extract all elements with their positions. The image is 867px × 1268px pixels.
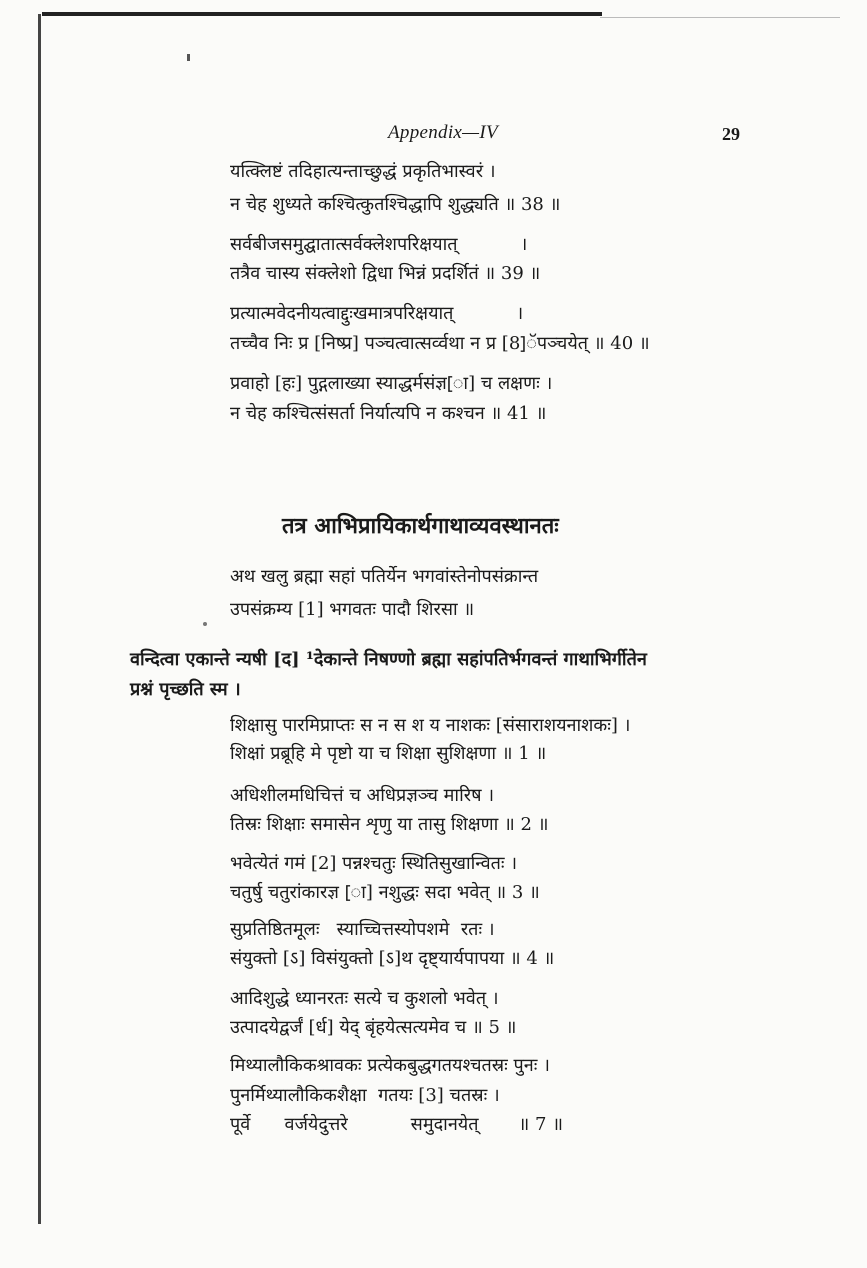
left-page-edge [38,14,41,1224]
intro-line: अथ खलु ब्रह्मा सहां पतिर्येन भगवांस्तेनोपसंक्रान्त [230,566,539,587]
verse-line: पुनर्मिथ्यालौकिकशैक्षा गतयः [3] चतस्रः । [230,1085,500,1106]
verse-line: शिक्षां प्रब्रूहि मे पृष्टो या च शिक्षा सुशिक्षणा ॥ 1 ॥ [230,743,547,764]
verse-line: चतुर्षु चतुरांकारज्ञ [ा] नशुद्धः सदा भवेत् ॥ 3 ॥ [230,882,540,903]
verse-line: पूर्वे वर्जयेदुत्तरे समुदानयेत् ॥ 7 ॥ [230,1114,564,1135]
verse-line: मिथ्यालौकिकश्रावकः प्रत्येकबुद्धगतयश्चतस्रः पुनः । [230,1055,550,1076]
verse-line: प्रवाहो [हः] पुद्गलाख्या स्याद्धर्मसंज्ञ[ा] च लक्षणः । [230,373,553,394]
verse-line: शिक्षासु पारमिप्राप्तः स न स श य नाशकः [संसाराशयनाशकः] । [230,715,631,736]
verse-line: न चेह कश्चित्संसर्ता निर्यात्यपि न कश्चन ॥ 41 ॥ [230,403,547,424]
verse-line: भवेत्येतं गमं [2] पन्नश्चतुः स्थितिसुखान्वितः । [230,853,518,874]
top-border-rule-faint [600,17,840,18]
top-border-rule [42,12,602,16]
verse-line: अधिशीलमधिचित्तं च अधिप्रज्ञञ्च मारिष । [230,785,495,806]
verse-line: उत्पादयेद्वर्जं [र्ध] येद् बृंहयेत्सत्यमेव च ॥ 5 ॥ [230,1017,517,1038]
section-heading: तत्र आभिप्रायिकार्थगाथाव्यवस्थानतः [282,513,559,539]
scan-speck [187,54,190,61]
verse-line: सर्वबीजसमुद्घातात्सर्वक्लेशपरिक्षयात् । [230,234,528,255]
verse-line: तत्रैव चास्य संक्लेशो द्विधा भिन्नं प्रदर्शितं ॥ 39 ॥ [230,263,541,284]
running-head: Appendix—IV [388,122,498,143]
verse-line: सुप्रतिष्ठितमूलः स्याच्चित्तस्योपशमे रतः । [230,919,495,940]
scan-speck [203,622,207,626]
verse-line: संयुक्तो [ऽ] विसंयुक्तो [ऽ]थ दृष्ट्यार्यपापया ॥ 4 ॥ [230,948,555,969]
paragraph-line: वन्दित्वा एकान्ते न्यषी [द] ¹देकान्ते निषण्णो ब्रह्मा सहांपतिर्भगवन्तं गाथाभिर्गीतेन [130,649,647,670]
page-number: 29 [722,124,740,144]
verse-line: तच्चैव निः प्र [निष्प्र] पञ्चत्वात्सर्व्वथा न प्र [8]ॅपञ्चयेत् ॥ 40 ॥ [230,333,650,354]
verse-line: यत्क्लिष्टं तदिहात्यन्ताच्छुद्धं प्रकृतिभास्वरं । [230,161,496,182]
verse-line: न चेह शुध्यते कश्चित्कुतश्चिद्धापि शुद्ध्यति ॥ 38 ॥ [230,194,561,215]
verse-line: प्रत्यात्मवेदनीयत्वाद्दुःखमात्रपरिक्षयात् । [230,303,524,324]
intro-line: उपसंक्रम्य [1] भगवतः पादौ शिरसा ॥ [230,599,475,620]
verse-line: तिस्रः शिक्षाः समासेन शृणु या तासु शिक्षणा ॥ 2 ॥ [230,814,549,835]
paragraph-line: प्रश्नं पृच्छति स्म । [130,679,241,700]
verse-line: आदिशुद्धे ध्यानरतः सत्ये च कुशलो भवेत् । [230,988,499,1009]
